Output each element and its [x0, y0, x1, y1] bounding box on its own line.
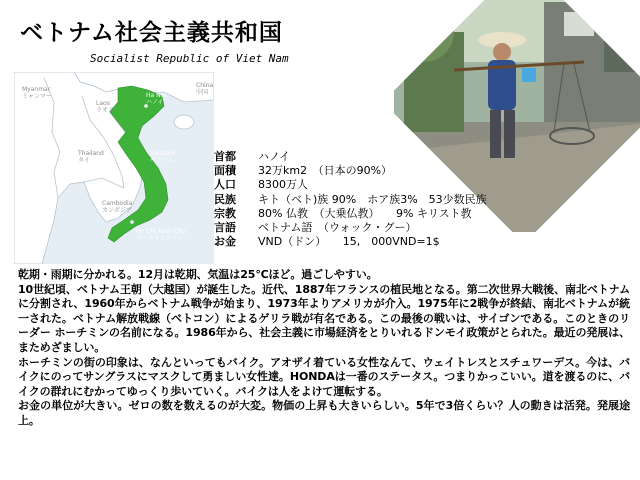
paragraph-history: 10世紀頃、ベトナム王朝（大越国）が誕生した。近代、1887年フランスの植民地となる。第二次世界大戦後、南北ベトナムに分割され、1960年からベトナム戦争が始まり、1973年よりアメリカが介入。1975年に2戦争が終結、南北ベトナムが統一された。ベトナム解放戦線（ベトコン）によるゲリラ戦が有名である。この最後の戦いは、サイゴンである。このときのリーダー ホーチミンの名前になる。1986年から、社会主義に市場経済をとりいれるドンモイ政策がとられた。最近の発展は、まためざましい。	[18, 282, 630, 354]
paragraph-money: お金の単位が大きい。ゼロの数を数えるのが大変。物価の上昇も大きいらしい。5年で3倍くらい？人の動きは活発。発展途上。	[18, 399, 630, 427]
vietnam-map	[14, 72, 214, 264]
fact-row-language: 言語 ベトナム語 （ウォック・グー）	[214, 221, 417, 235]
page-title: ベトナム社会主義共和国	[20, 20, 283, 46]
map-label-laos: Laos ラオス	[96, 100, 114, 114]
map-label-cambodia: Cambodia カンボジア	[102, 200, 133, 214]
description-text	[18, 268, 630, 429]
country-facts	[214, 150, 487, 249]
map-label-hanoi: Ha Noi ハノイ	[146, 92, 166, 106]
hainan-island	[174, 115, 194, 129]
map-label-thailand: Thailand タイ	[78, 150, 104, 164]
fact-row-ethnicity: 民族 キト（ベト)族 90% ホア族3% 53少数民族	[214, 192, 487, 206]
fact-row-religion: 宗教 80% 仏教 （大乗仏教） 9% キリスト教	[214, 206, 472, 220]
page-subtitle: Socialist Republic of Viet Nam	[90, 52, 289, 65]
fact-row-area: 面積 32万km2 （日本の90%）	[214, 164, 393, 178]
map-label-china: China 中国	[196, 82, 214, 96]
map-label-myanmar: Myanmar ミャンマー	[22, 86, 52, 100]
map-label-hcmc: Ho Chi Minh City ホーチミンシティ	[136, 228, 186, 242]
fact-row-capital: 首都 ハノイ	[214, 150, 291, 163]
map-label-vietnam: Vietnam ベトナム	[150, 150, 176, 164]
hcmc-marker	[130, 220, 134, 224]
fact-row-currency: お金 VND（ドン） 15, 000VND=1$	[214, 235, 440, 249]
fact-row-population: 人口 8300万人	[214, 178, 308, 192]
paragraph-motorbikes: ホーチミンの街の印象は、なんといってもバイク。アオザイ着ている女性なんて、ウェイトレスとスチュワーデス。今は、バイクにのってサングラスにマスクして勇ましい女性達。HONDAは一番のステータス。つまりかっこいい。道を渡るのに、バイクの群れにむかってゆっくり歩いていく。バイクは人をよけて運転する。	[18, 355, 630, 398]
paragraph-climate: 乾期・雨期に分かれる。12月は乾期、気温は25℃ほど。過ごしやすい。	[18, 268, 378, 281]
